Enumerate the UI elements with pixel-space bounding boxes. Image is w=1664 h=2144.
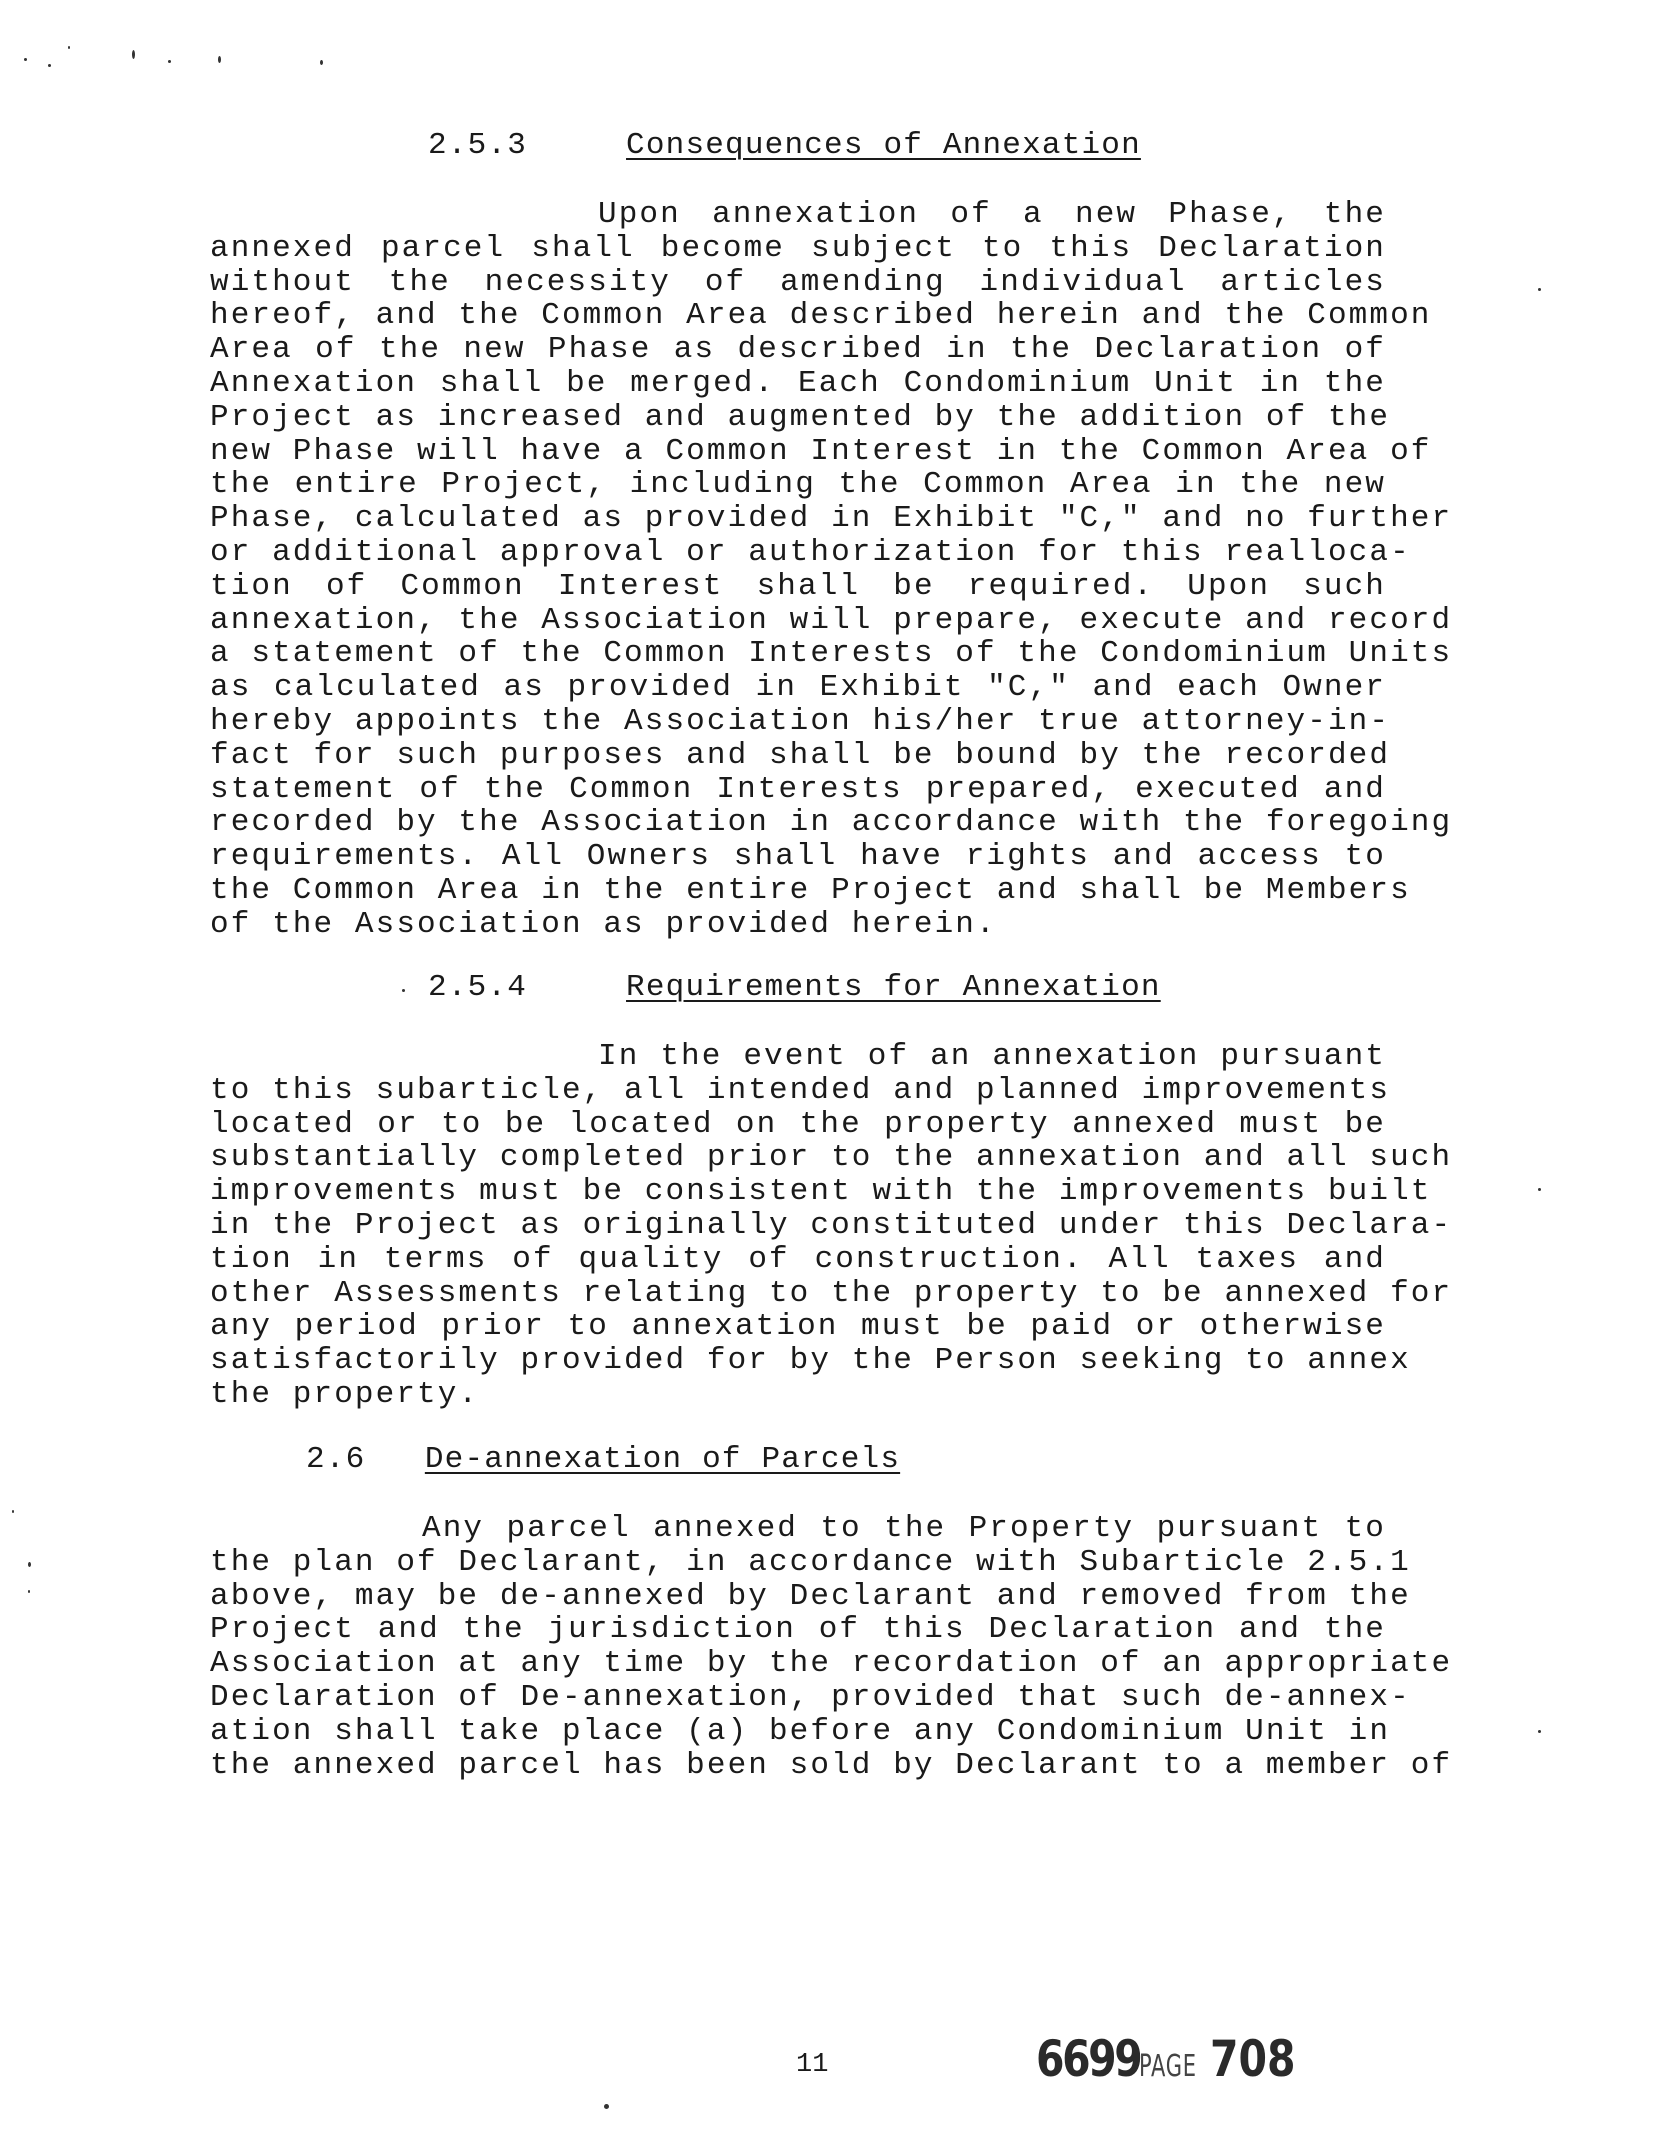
scan-speck bbox=[218, 56, 221, 63]
section-title: Consequences of Annexation bbox=[626, 128, 1141, 163]
paragraph-line: the entire Project, including the Common Area in the new bbox=[210, 467, 1386, 503]
scan-speck bbox=[24, 58, 27, 61]
paragraph-line: tion of Common Interest shall be required. Upon such bbox=[210, 568, 1386, 604]
paragraph-line: or additional approval or authorization for this realloca- bbox=[210, 534, 1411, 570]
scan-speck bbox=[604, 2104, 609, 2109]
paragraph-line: the Common Area in the entire Project and shall be Members bbox=[210, 872, 1411, 908]
section-title: Requirements for Annexation bbox=[626, 970, 1161, 1005]
paragraph-line: Project and the jurisdiction of this Declaration and the bbox=[210, 1612, 1386, 1648]
paragraph-line: annexation, the Association will prepare, execute and record bbox=[210, 602, 1453, 638]
paragraph-2-5-4 bbox=[210, 1039, 1453, 1412]
paragraph-line: as calculated as provided in Exhibit "C," and each Owner bbox=[210, 670, 1386, 706]
paragraph-line: annexed parcel shall become subject to this Declaration bbox=[210, 230, 1386, 266]
paragraph-2-5-3 bbox=[210, 197, 1453, 942]
section-number: 2.5.4 bbox=[428, 970, 528, 1005]
paragraph-line: Declaration of De-annexation, provided that such de-annex- bbox=[210, 1679, 1411, 1715]
paragraph-2-6 bbox=[210, 1511, 1453, 1783]
paragraph-line: above, may be de-annexed by Declarant and removed from the bbox=[210, 1578, 1411, 1614]
scan-speck bbox=[1538, 1188, 1541, 1191]
section-number: 2.6 bbox=[306, 1442, 366, 1477]
paragraph-line: of the Association as provided herein. bbox=[210, 906, 997, 942]
scan-speck bbox=[68, 46, 70, 49]
page-number: 11 bbox=[796, 2050, 829, 2080]
stamp-book-number: 6699 bbox=[1036, 2030, 1141, 2088]
paragraph-line: the annexed parcel has been sold by Declarant to a member of bbox=[210, 1747, 1453, 1783]
scan-speck bbox=[168, 60, 171, 63]
paragraph-line: Phase, calculated as provided in Exhibit "C," and no further bbox=[210, 501, 1453, 537]
paragraph-line: the plan of Declarant, in accordance with Subarticle 2.5.1 bbox=[210, 1544, 1411, 1580]
paragraph-line: tion in terms of quality of construction. All taxes and bbox=[210, 1241, 1386, 1277]
paragraph-line: in the Project as originally constituted under this Declara- bbox=[210, 1207, 1453, 1243]
paragraph-line: the property. bbox=[210, 1376, 480, 1412]
paragraph-line: ation shall take place (a) before any Condominium Unit in bbox=[210, 1713, 1391, 1749]
paragraph-line: without the necessity of amending individual articles bbox=[210, 264, 1386, 300]
paragraph-line: requirements. All Owners shall have rights and access to bbox=[210, 839, 1386, 875]
paragraph-line: Project as increased and augmented by the addition of the bbox=[210, 399, 1391, 435]
section-heading-2-5-4 bbox=[428, 970, 1161, 1005]
scan-speck bbox=[48, 64, 51, 67]
scan-speck bbox=[1538, 1730, 1541, 1733]
recording-stamp bbox=[1036, 2030, 1314, 2088]
stamp-page-number: 708 bbox=[1209, 2030, 1296, 2088]
section-heading-2-6 bbox=[306, 1442, 900, 1477]
section-title: De-annexation of Parcels bbox=[424, 1442, 901, 1477]
paragraph-line: improvements must be consistent with the improvements built bbox=[210, 1174, 1432, 1210]
paragraph-line: Annexation shall be merged. Each Condominium Unit in the bbox=[210, 365, 1386, 401]
paragraph-line: statement of the Common Interests prepared, executed and bbox=[210, 771, 1386, 807]
paragraph-line: In the event of an annexation pursuant bbox=[598, 1039, 1386, 1074]
paragraph-line: to this subarticle, all intended and planned improvements bbox=[210, 1072, 1391, 1108]
paragraph-line: other Assessments relating to the property to be annexed for bbox=[210, 1275, 1453, 1311]
scan-speck bbox=[320, 60, 323, 65]
scan-speck bbox=[132, 50, 135, 59]
paragraph-line: Upon annexation of a new Phase, the bbox=[598, 197, 1386, 232]
paragraph-line: recorded by the Association in accordance with the foregoing bbox=[210, 805, 1453, 841]
paragraph-line: Any parcel annexed to the Property pursuant to bbox=[422, 1511, 1386, 1546]
scan-speck bbox=[28, 1562, 31, 1567]
paragraph-line: new Phase will have a Common Interest in the Common Area of bbox=[210, 433, 1432, 469]
paragraph-line: a statement of the Common Interests of the Condominium Units bbox=[210, 636, 1453, 672]
paragraph-line: hereby appoints the Association his/her true attorney-in- bbox=[210, 703, 1391, 739]
section-heading-2-5-3 bbox=[428, 128, 1141, 163]
scan-speck bbox=[12, 1510, 14, 1513]
paragraph-line: fact for such purposes and shall be bound by the recorded bbox=[210, 737, 1391, 773]
paragraph-line: Area of the new Phase as described in the Declaration of bbox=[210, 332, 1386, 368]
paragraph-line: located or to be located on the property annexed must be bbox=[210, 1106, 1386, 1142]
paragraph-line: Association at any time by the recordation of an appropriate bbox=[210, 1646, 1453, 1682]
scan-speck bbox=[1538, 288, 1541, 291]
section-number: 2.5.3 bbox=[428, 128, 528, 163]
paragraph-line: satisfactorily provided for by the Person seeking to annex bbox=[210, 1343, 1411, 1379]
stamp-page-label: PAGE bbox=[1139, 2049, 1197, 2084]
scan-speck bbox=[28, 1590, 30, 1593]
paragraph-line: substantially completed prior to the annexation and all such bbox=[210, 1140, 1453, 1176]
paragraph-line: any period prior to annexation must be paid or otherwise bbox=[210, 1309, 1386, 1345]
scan-speck bbox=[402, 989, 405, 992]
paragraph-line: hereof, and the Common Area described herein and the Common bbox=[210, 298, 1432, 334]
